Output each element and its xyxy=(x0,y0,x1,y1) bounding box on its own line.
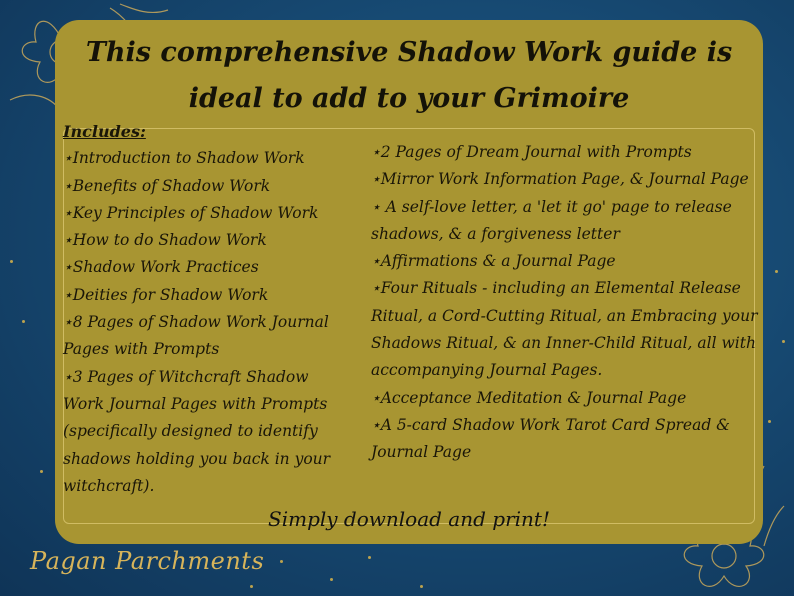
list-item: ⋆Key Principles of Shadow Work xyxy=(63,203,319,222)
left-column xyxy=(63,118,353,500)
list-item: ⋆A 5-card Shadow Work Tarot Card Spread & Journal Page xyxy=(371,415,730,462)
list-item: ⋆Four Rituals - including an Elemental Release Ritual, a Cord-Cutting Ritual, an Embracing your Shadows Ritual, & an Inner-Child Ritual, all with accompanying Journal Pages. xyxy=(371,279,758,380)
gold-speck xyxy=(768,420,771,423)
list-item: ⋆Deities for Shadow Work xyxy=(63,285,269,304)
list-item: ⋆8 Pages of Shadow Work Journal Pages with Prompts xyxy=(63,313,329,359)
list-item: ⋆Affirmations & a Journal Page xyxy=(371,252,616,271)
list-item: ⋆ A self-love letter, a 'let it go' page to release shadows, & a forgiveness letter xyxy=(371,197,732,243)
includes-heading: Includes: xyxy=(63,122,146,141)
list-item: ⋆Benefits of Shadow Work xyxy=(63,176,271,195)
list-item: ⋆2 Pages of Dream Journal with Prompts xyxy=(371,143,692,161)
right-column xyxy=(371,139,759,467)
list-item: ⋆3 Pages of Witchcraft Shadow Work Journal Pages with Prompts (specifically designed to identify shadows holding you back in your witchcraft). xyxy=(63,367,331,495)
list-item: ⋆Shadow Work Practices xyxy=(63,258,259,277)
gold-speck xyxy=(40,470,43,473)
list-item: ⋆Acceptance Meditation & Journal Page xyxy=(371,388,687,407)
gold-speck xyxy=(330,578,333,581)
gold-speck xyxy=(420,585,423,588)
list-item: ⋆Mirror Work Information Page, & Journal Page xyxy=(371,170,749,189)
gold-speck xyxy=(250,585,253,588)
page-title: This comprehensive Shadow Work guide is ideal to add to your Grimoire xyxy=(85,37,733,114)
footer-text: Simply download and print! xyxy=(268,507,550,531)
gold-speck xyxy=(782,340,785,343)
gold-speck xyxy=(368,556,371,559)
gold-speck xyxy=(280,560,283,563)
list-item: ⋆How to do Shadow Work xyxy=(63,231,267,250)
gold-speck xyxy=(22,320,25,323)
brand-logo-text: Pagan Parchments xyxy=(30,547,265,575)
content-card xyxy=(55,20,763,544)
gold-speck xyxy=(10,260,13,263)
gold-speck xyxy=(775,270,778,273)
list-item: ⋆Introduction to Shadow Work xyxy=(63,149,305,168)
